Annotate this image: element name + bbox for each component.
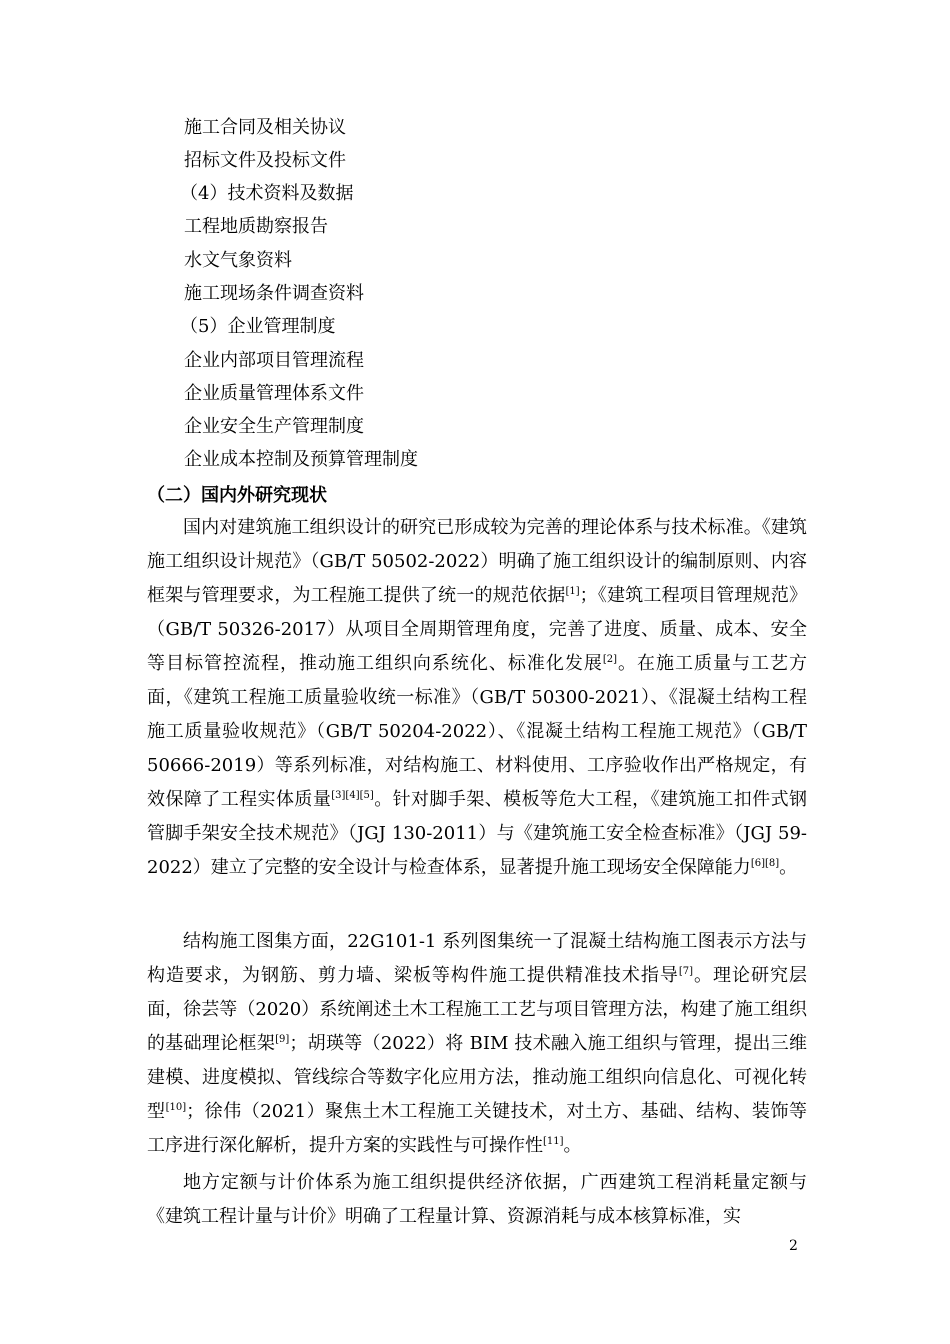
list-item: 企业内部项目管理流程: [184, 350, 364, 371]
paragraph-text: 。: [779, 857, 798, 878]
list-item: 企业质量管理体系文件: [184, 383, 364, 404]
citation-ref: [10]: [165, 1102, 187, 1113]
citation-ref: [7]: [678, 966, 694, 977]
paragraph-quota: [147, 1166, 807, 1234]
list-item: 施工合同及相关协议: [184, 117, 346, 138]
list-item: 企业成本控制及预算管理制度: [184, 449, 418, 470]
citation-ref: [1]: [565, 586, 580, 597]
list-subheading: （4）技术资料及数据: [180, 183, 354, 204]
paragraph-text: 结构施工图集方面，22G101-1 系列图集统一了混凝土结构施工图表示方法与构造要求，为钢筋、剪力墙、梁板等构件施工提供精准技术指导: [147, 931, 807, 986]
list-item: 施工现场条件调查资料: [184, 283, 364, 304]
paragraph-text: 。在施工质量与工艺方面，《建筑工程施工质量验收统一标准》（GB/T 50300-2021）、《混凝土结构工程施工质量验收规范》（GB/T 50204-2022）、《混凝土结构工程施工规范》（GB/T 50666-2019）等系列标准，对结构施工、材料使用、工序验收作出严格规定，有效保障了工程实体质量: [147, 653, 808, 810]
paragraph-research: [147, 925, 807, 1163]
list-item: 工程地质勘察报告: [184, 216, 328, 237]
paragraph-text: 国内对建筑施工组织设计的研究已形成较为完善的理论体系与技术标准。《建筑施工组织设计规范》（GB/T 50502-2022）明确了施工组织设计的编制原则、内容框架与管理要求，为工程施工提供了统一的规范依据: [147, 517, 807, 606]
paragraph-text: 。: [563, 1135, 582, 1156]
paragraph-body: 地方定额与计价体系为施工组织提供经济依据，广西建筑工程消耗量定额与《建筑工程计量与计价》明确了工程量计算、资源消耗与成本核算标准，实: [147, 1172, 807, 1227]
list-item: 企业安全生产管理制度: [184, 416, 364, 437]
paragraph-text: 。针对脚手架、模板等危大工程，《建筑施工扣件式钢管脚手架安全技术规范》（JGJ 130-2011）与《建筑施工安全检查标准》（JGJ 59-2022）建立了完整的安全设计与检查体系，显著提升施工现场安全保障能力: [147, 789, 807, 878]
citation-ref: [3][4][5]: [331, 790, 374, 801]
list-item: 水文气象资料: [184, 250, 292, 271]
paragraph-body: [147, 511, 807, 885]
paragraph-text: 。理论研究层面，徐芸等（2020）系统阐述土木工程施工工艺与项目管理方法，构建了施工组织的基础理论框架: [147, 965, 808, 1054]
paragraph-text: ；胡瑛等（2022）将 BIM 技术融入施工组织与管理，提出三维建模、进度模拟、管线综合等数字化应用方法，推动施工组织向信息化、可视化转型: [147, 1033, 807, 1122]
paragraph-text: ；《建筑工程项目管理规范》（GB/T 50326-2017）从项目全周期管理角度，完善了进度、质量、成本、安全等目标管控流程，推动施工组织向系统化、标准化发展: [147, 585, 808, 674]
paragraph-body: [147, 925, 807, 1163]
citation-ref: [6][8]: [750, 858, 780, 869]
citation-ref: [9]: [275, 1034, 290, 1045]
paragraph-text: ；徐伟（2021）聚焦土木工程施工关键技术，对土方、基础、结构、装饰等工序进行深化解析，提升方案的实践性与可操作性: [147, 1101, 808, 1156]
citation-ref: [11]: [543, 1136, 564, 1147]
paragraph-standards: [147, 511, 807, 885]
section-heading: （二）国内外研究现状: [147, 485, 327, 506]
list-subheading: （5）企业管理制度: [180, 316, 336, 337]
page-number: 2: [789, 1238, 798, 1254]
list-item: 招标文件及投标文件: [184, 150, 346, 171]
citation-ref: [2]: [602, 654, 618, 665]
